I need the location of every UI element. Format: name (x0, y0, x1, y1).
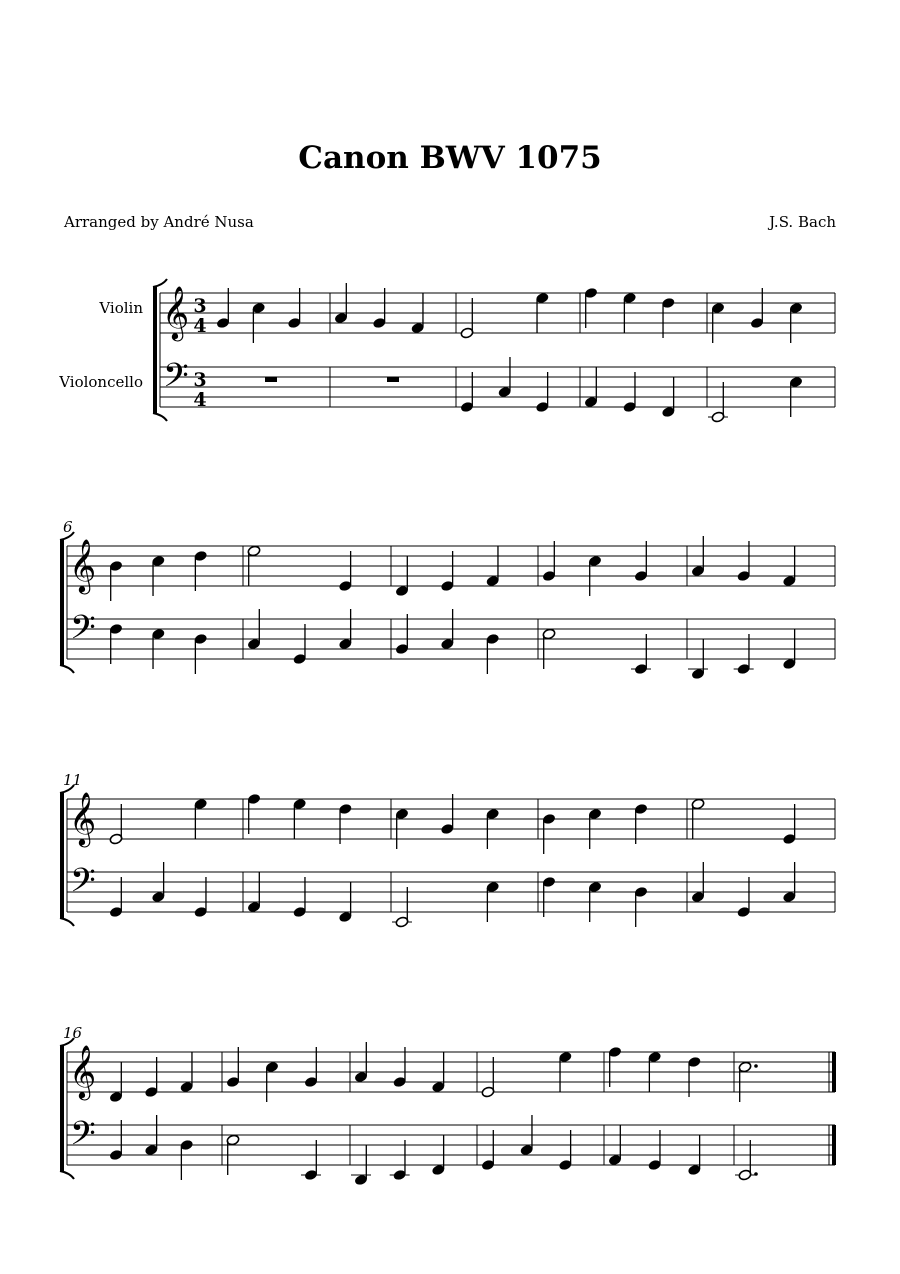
system-bracket-bottom (60, 1171, 74, 1179)
treble-clef-icon: 𝄞 (69, 538, 97, 592)
measure-number: 16 (63, 1024, 83, 1042)
score-title: Canon BWV 1075 (298, 140, 602, 176)
whole-rest (265, 377, 277, 382)
time-signature-top: 3 (193, 295, 207, 317)
bass-clef-icon: 𝄢 (70, 1115, 96, 1161)
time-signature-bottom: 4 (193, 389, 207, 411)
bass-clef-icon: 𝄢 (70, 609, 96, 655)
system-bracket-bottom (60, 665, 74, 673)
whole-rest (387, 377, 399, 382)
system-bracket (153, 287, 157, 413)
system-bracket (60, 793, 64, 918)
arranger-credit: Arranged by André Nusa (64, 213, 254, 231)
instrument-label-violin: Violin (99, 299, 143, 317)
composer-credit: J.S. Bach (769, 213, 836, 231)
system-bracket-bottom (153, 413, 167, 421)
final-barline (832, 1052, 836, 1092)
treble-clef-icon: 𝄞 (69, 1044, 97, 1098)
measure-number: 11 (63, 771, 83, 789)
system-bracket-bottom (60, 918, 74, 926)
final-barline (832, 1125, 836, 1165)
treble-clef-icon: 𝄞 (162, 285, 190, 339)
time-signature-bottom: 4 (193, 315, 207, 337)
measure-number: 6 (63, 518, 73, 536)
treble-clef-icon: 𝄞 (69, 791, 97, 845)
time-signature-top: 3 (193, 369, 207, 391)
bass-clef-icon: 𝄢 (70, 862, 96, 908)
augmentation-dot (754, 1064, 758, 1068)
system-bracket (60, 1046, 64, 1171)
augmentation-dot (754, 1172, 758, 1176)
instrument-label-cello: Violoncello (59, 373, 143, 391)
system-bracket (60, 540, 64, 665)
bass-clef-icon: 𝄢 (163, 357, 189, 403)
